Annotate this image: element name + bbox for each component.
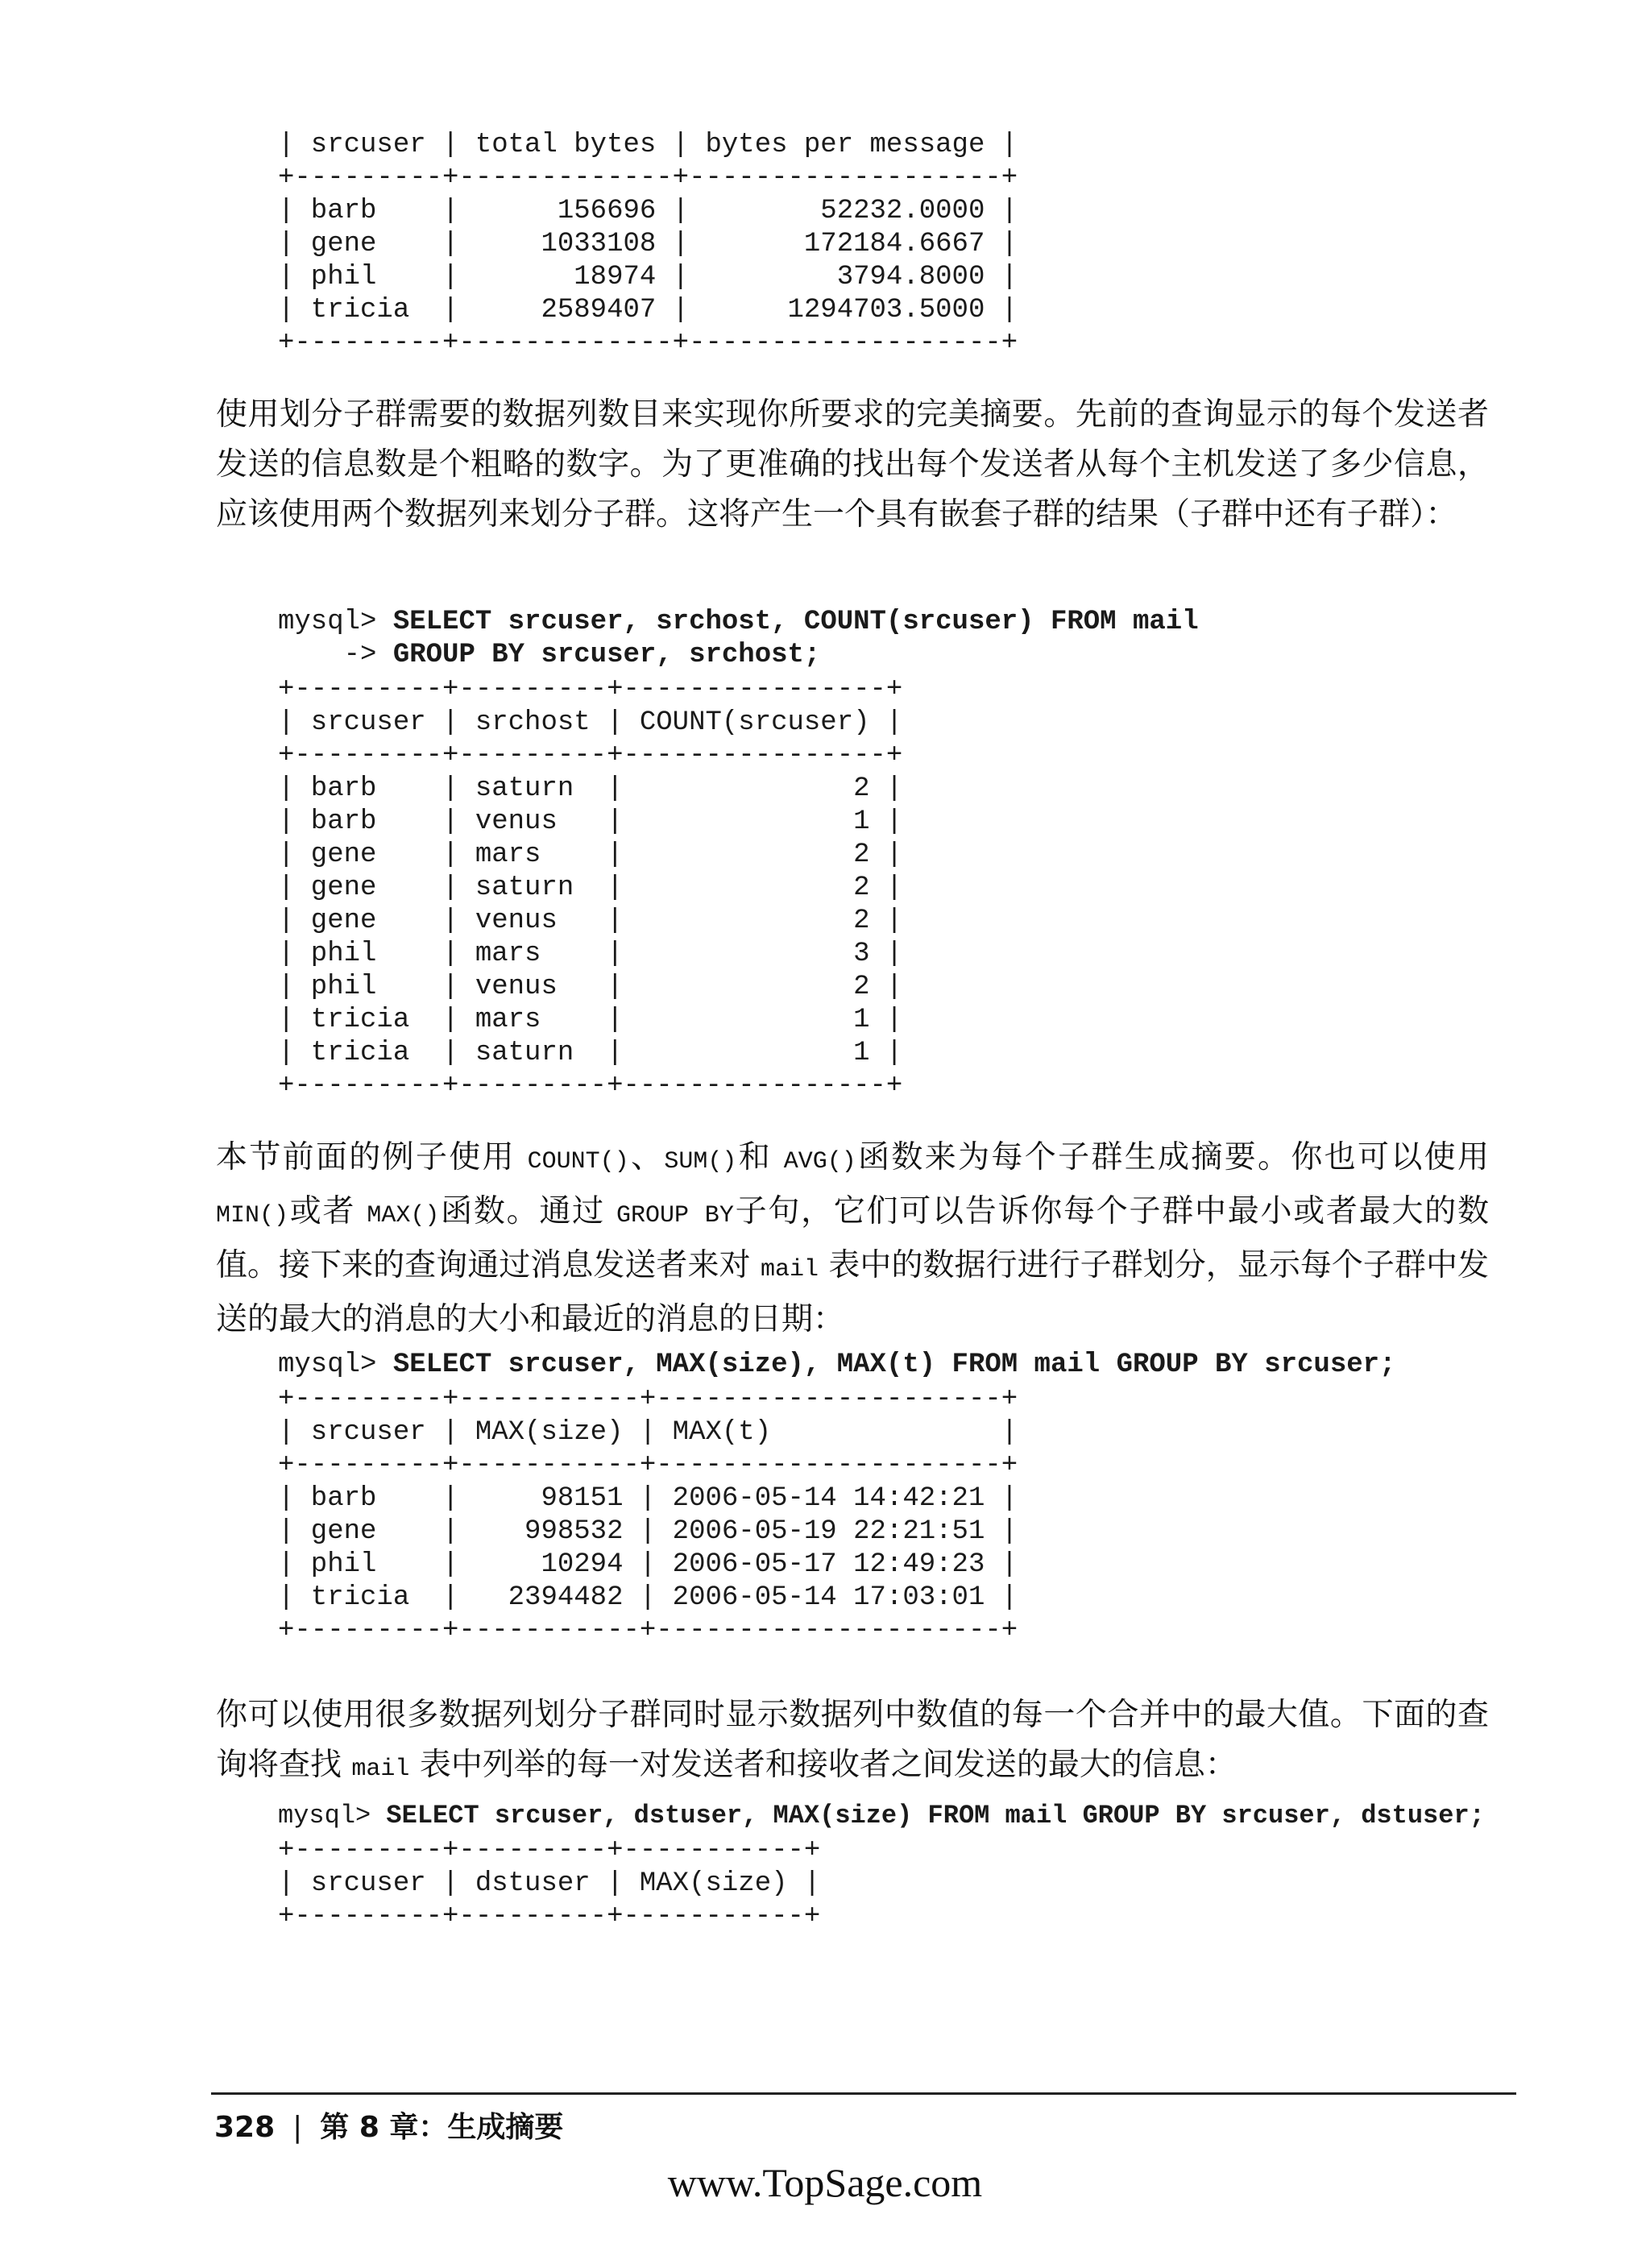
- sql-line: SELECT srcuser, MAX(size), MAX(t) FROM mail GROUP BY srcuser;: [392, 1350, 1396, 1380]
- sql-line: SELECT srcuser, dstuser, MAX(size) FROM mail GROUP BY srcuser, dstuser;: [386, 1801, 1485, 1831]
- text-run: 你可以使用很多数据列划分子群同时显示数据列中数值的每一个合并中的最大值。下面的查询将查找: [216, 1697, 1489, 1783]
- text-run: 和: [736, 1139, 784, 1175]
- inline-code: mail: [351, 1756, 410, 1783]
- continuation-prompt: ->: [278, 640, 393, 670]
- inline-code: MIN(): [216, 1202, 289, 1229]
- text-run: 表中的数据行进行子群划分，显示每个子群中发送的最大的消息的大小和最近的消息的日期：: [216, 1247, 1489, 1337]
- result-table-pairs: +---------+---------+-----------+ | srcuser | dstuser | MAX(size) | +---------+---------+-----------+: [278, 1835, 821, 1932]
- watermark: www.TopSage.com: [667, 2160, 983, 2205]
- inline-code: GROUP BY: [616, 1202, 734, 1229]
- text-run: 子句，它们可以告诉你每个子群中最小或者最大的数值。接下来的查询通过消息发送者来对: [216, 1193, 1489, 1283]
- query-max-size: [278, 1349, 1395, 1382]
- mysql-prompt: mysql>: [278, 1801, 387, 1831]
- page-footer: [214, 2104, 563, 2146]
- result-table-max: +---------+-----------+---------------------+ | srcuser | MAX(size) | MAX(t) | +---------+-----------+---------------------+ | barb | 98151 | 2006-05-14 14:42:21 | | gene | 998532 | 2006-05-19 22:21:51 | | phil | 10294 | 2006-05-17 12:49:23 | | tricia | 2394482 | 2006-05-14 17:03:01 | +---------+-----------+---------------------+: [278, 1384, 1018, 1646]
- chapter-title: 第 8 章：生成摘要: [320, 2111, 564, 2144]
- mysql-prompt: mysql>: [278, 1350, 393, 1380]
- page-number: 328: [214, 2111, 276, 2144]
- inline-code: mail: [760, 1256, 819, 1283]
- result-table-totals: | srcuser | total bytes | bytes per message | +---------+-------------+-------------------+ | barb | 156696 | 52232.0000 | | gene | 1033108 | 172184.6667 | | phil | 18974 | 3794.8000 | | tricia | 2589407 | 1294703.5000 | +---------+-------------+-------------------+: [278, 130, 1018, 359]
- inline-code: AVG(): [783, 1148, 856, 1175]
- inline-code: COUNT(): [527, 1148, 629, 1175]
- text-run: 函数来为每个子群生成摘要。你也可以使用: [856, 1139, 1489, 1175]
- text-run: 或者: [288, 1193, 367, 1229]
- text-run: 表中列举的每一对发送者和接收者之间发送的最大的信息：: [409, 1747, 1237, 1783]
- inline-code: SUM(): [664, 1148, 737, 1175]
- paragraph-multi-column: [216, 1690, 1489, 1794]
- result-table-counts: +---------+---------+----------------+ | srcuser | srchost | COUNT(srcuser) | +---------+---------+----------------+ | barb | saturn | 2 | | barb | venus | 1 | | gene | mars | 2 | | gene | saturn | 2 | | gene | venus | 2 | | phil | mars | 3 | | phil | venus | 2 | | tricia | mars | 1 | | tricia | saturn | 1 | +---------+---------+----------------+: [278, 674, 903, 1101]
- mysql-prompt: mysql>: [278, 607, 393, 637]
- sql-line: GROUP BY srcuser, srchost;: [392, 640, 821, 670]
- query-max-pair: [278, 1799, 1485, 1832]
- inline-code: MAX(): [367, 1202, 440, 1229]
- text-run: 、: [628, 1139, 665, 1175]
- text-run: 函数。通过: [439, 1193, 617, 1229]
- paragraph-nested-groups: 使用划分子群需要的数据列数目来实现你所要求的完美摘要。先前的查询显示的每个发送者发送的信息数是个粗略的数字。为了更准确的找出每个发送者从每个主机发送了多少信息，应该使用两个数据列来划分子群。这将产生一个具有嵌套子群的结果（子群中还有子群）：: [216, 396, 1489, 533]
- paragraph-min-max: [216, 1133, 1489, 1345]
- text-run: 本节前面的例子使用: [216, 1139, 528, 1175]
- footer-separator: |: [292, 2111, 303, 2144]
- query-group-by-host: [278, 606, 1199, 672]
- footer-rule: [211, 2092, 1516, 2095]
- sql-line: SELECT srcuser, srchost, COUNT(srcuser) FROM mail: [392, 607, 1199, 637]
